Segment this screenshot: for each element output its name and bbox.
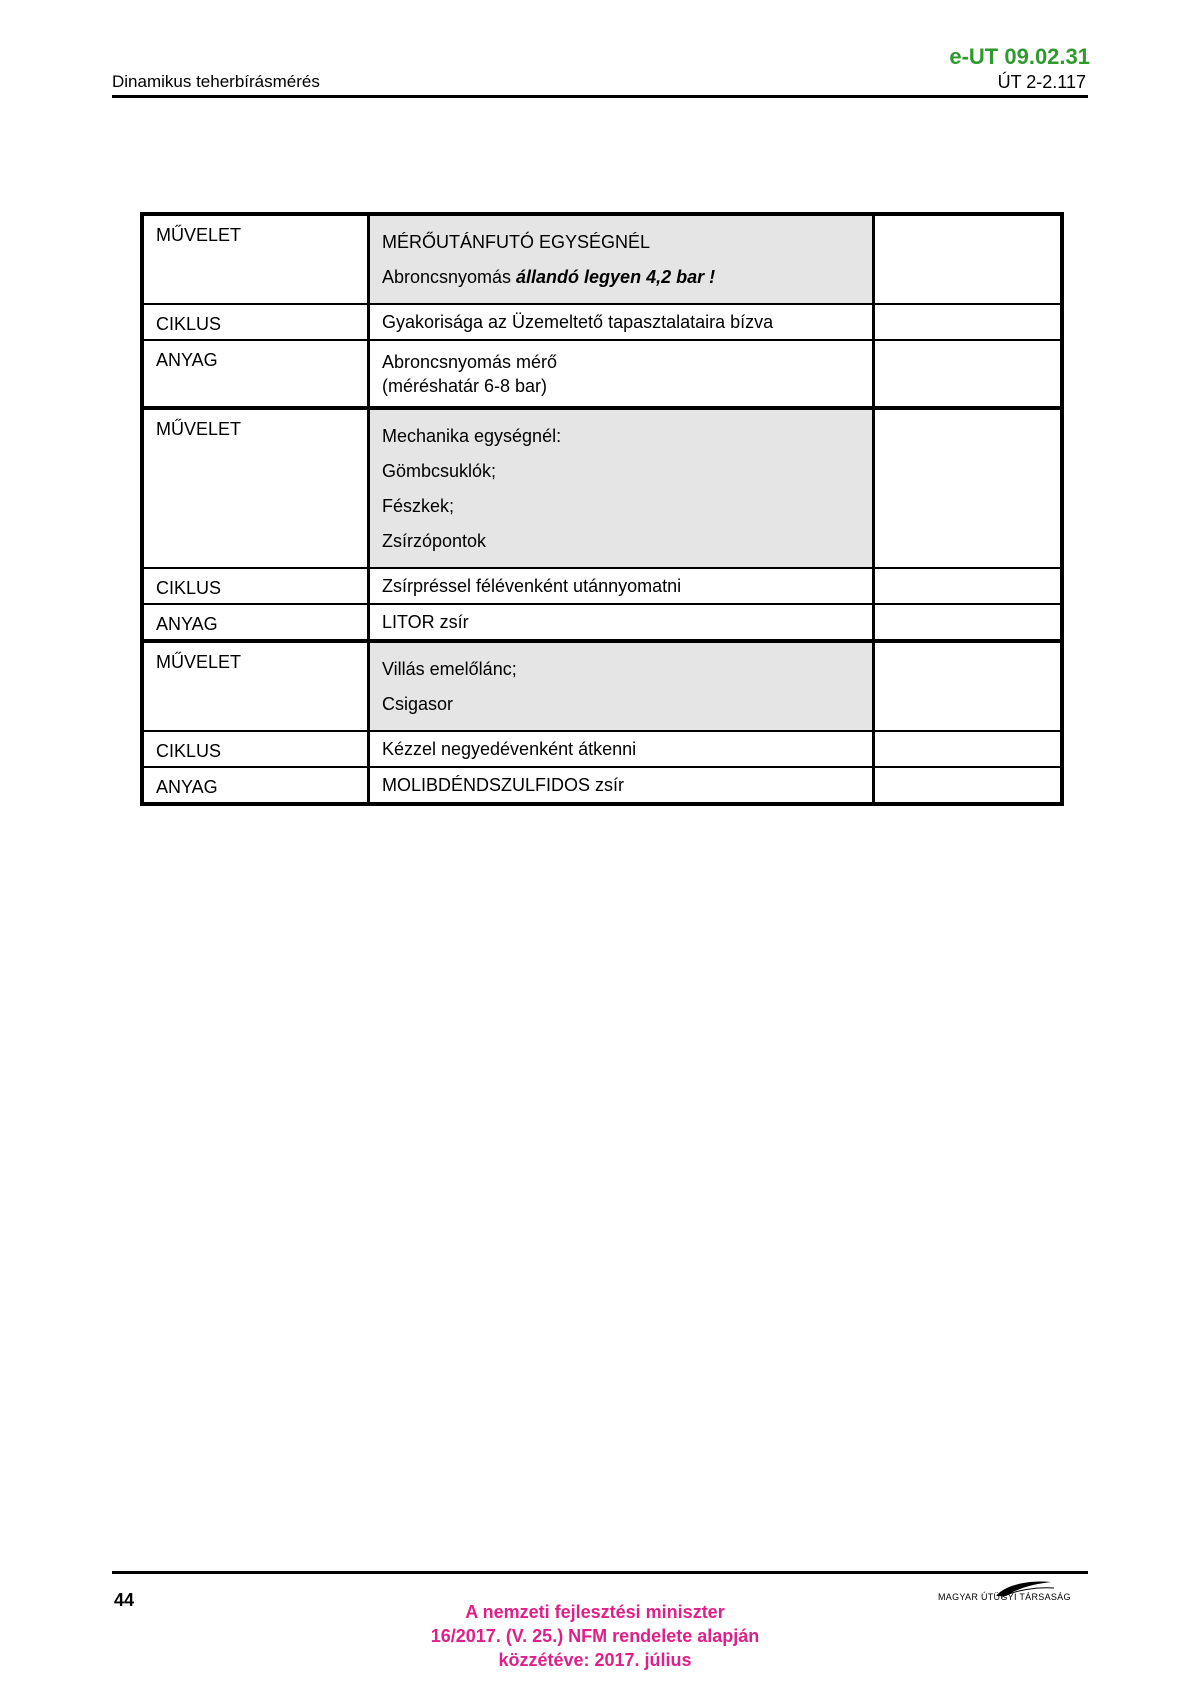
empty-cell <box>874 641 1062 731</box>
document-title: Dinamikus teherbírásmérés <box>112 72 320 91</box>
maintenance-table <box>140 212 1064 806</box>
empty-cell <box>874 604 1062 641</box>
content-line: Zsírzópontok <box>381 531 487 551</box>
empty-cell <box>874 568 1062 604</box>
row-content: LITOR zsír <box>368 604 873 641</box>
pressure-note: Abroncsnyomás állandó legyen 4,2 bar ! <box>381 267 716 287</box>
row-content <box>368 408 873 568</box>
table-row <box>142 340 1062 408</box>
content-line: Abroncsnyomás mérő <box>381 352 558 372</box>
row-content: Gyakorisága az Üzemeltető tapasztalataira bízva <box>368 304 873 340</box>
row-label: CIKLUS <box>142 568 368 604</box>
row-label: MŰVELET <box>142 214 368 304</box>
table-row <box>142 731 1062 767</box>
row-content <box>368 214 873 304</box>
footer-rule <box>112 1571 1088 1574</box>
content-line: Gömbcsuklók; <box>381 461 497 481</box>
empty-cell <box>874 731 1062 767</box>
empty-cell <box>874 304 1062 340</box>
row-label: CIKLUS <box>142 304 368 340</box>
empty-cell <box>874 767 1062 804</box>
table-row <box>142 641 1062 731</box>
table-row <box>142 304 1062 340</box>
row-label: ANYAG <box>142 767 368 804</box>
empty-cell <box>874 340 1062 408</box>
table-row <box>142 604 1062 641</box>
content-line: Fészkek; <box>381 496 454 516</box>
row-content: Zsírpréssel félévenként utánnyomatni <box>368 568 873 604</box>
row-label: CIKLUS <box>142 731 368 767</box>
row-content: MOLIBDÉNDSZULFIDOS zsír <box>368 767 873 804</box>
header-rule <box>112 95 1088 98</box>
row-label: ANYAG <box>142 604 368 641</box>
table-row <box>142 408 1062 568</box>
row-label: MŰVELET <box>142 641 368 731</box>
table-row <box>142 767 1062 804</box>
content-line: Mechanika egységnél: <box>381 426 562 446</box>
empty-cell <box>874 408 1062 568</box>
content-line: Villás emelőlánc; <box>381 659 517 679</box>
standard-number: ÚT 2-2.117 <box>997 72 1086 92</box>
row-label: MŰVELET <box>142 408 368 568</box>
table-row <box>142 568 1062 604</box>
row-content: Kézzel negyedévenként átkenni <box>368 731 873 767</box>
content-line: MÉRŐUTÁNFUTÓ EGYSÉGNÉL <box>381 232 650 252</box>
row-content <box>368 641 873 731</box>
content-line: (méréshatár 6-8 bar) <box>381 376 548 396</box>
publication-note: A nemzeti fejlesztési miniszter 16/2017. (V. 25.) NFM rendelete alapján közzétéve: 2017. július <box>430 1602 760 1670</box>
row-content <box>368 340 873 408</box>
table-row <box>142 214 1062 304</box>
pressure-emphasis: állandó legyen 4,2 bar ! <box>516 267 716 287</box>
row-label: ANYAG <box>142 340 368 408</box>
society-logo-text: MAGYAR ÚTÜGYI TÁRSASÁG <box>938 1592 1071 1602</box>
content-line: Csigasor <box>381 694 453 714</box>
empty-cell <box>874 214 1062 304</box>
document-code: e-UT 09.02.31 <box>949 44 1090 69</box>
page-number: 44 <box>114 1590 135 1610</box>
